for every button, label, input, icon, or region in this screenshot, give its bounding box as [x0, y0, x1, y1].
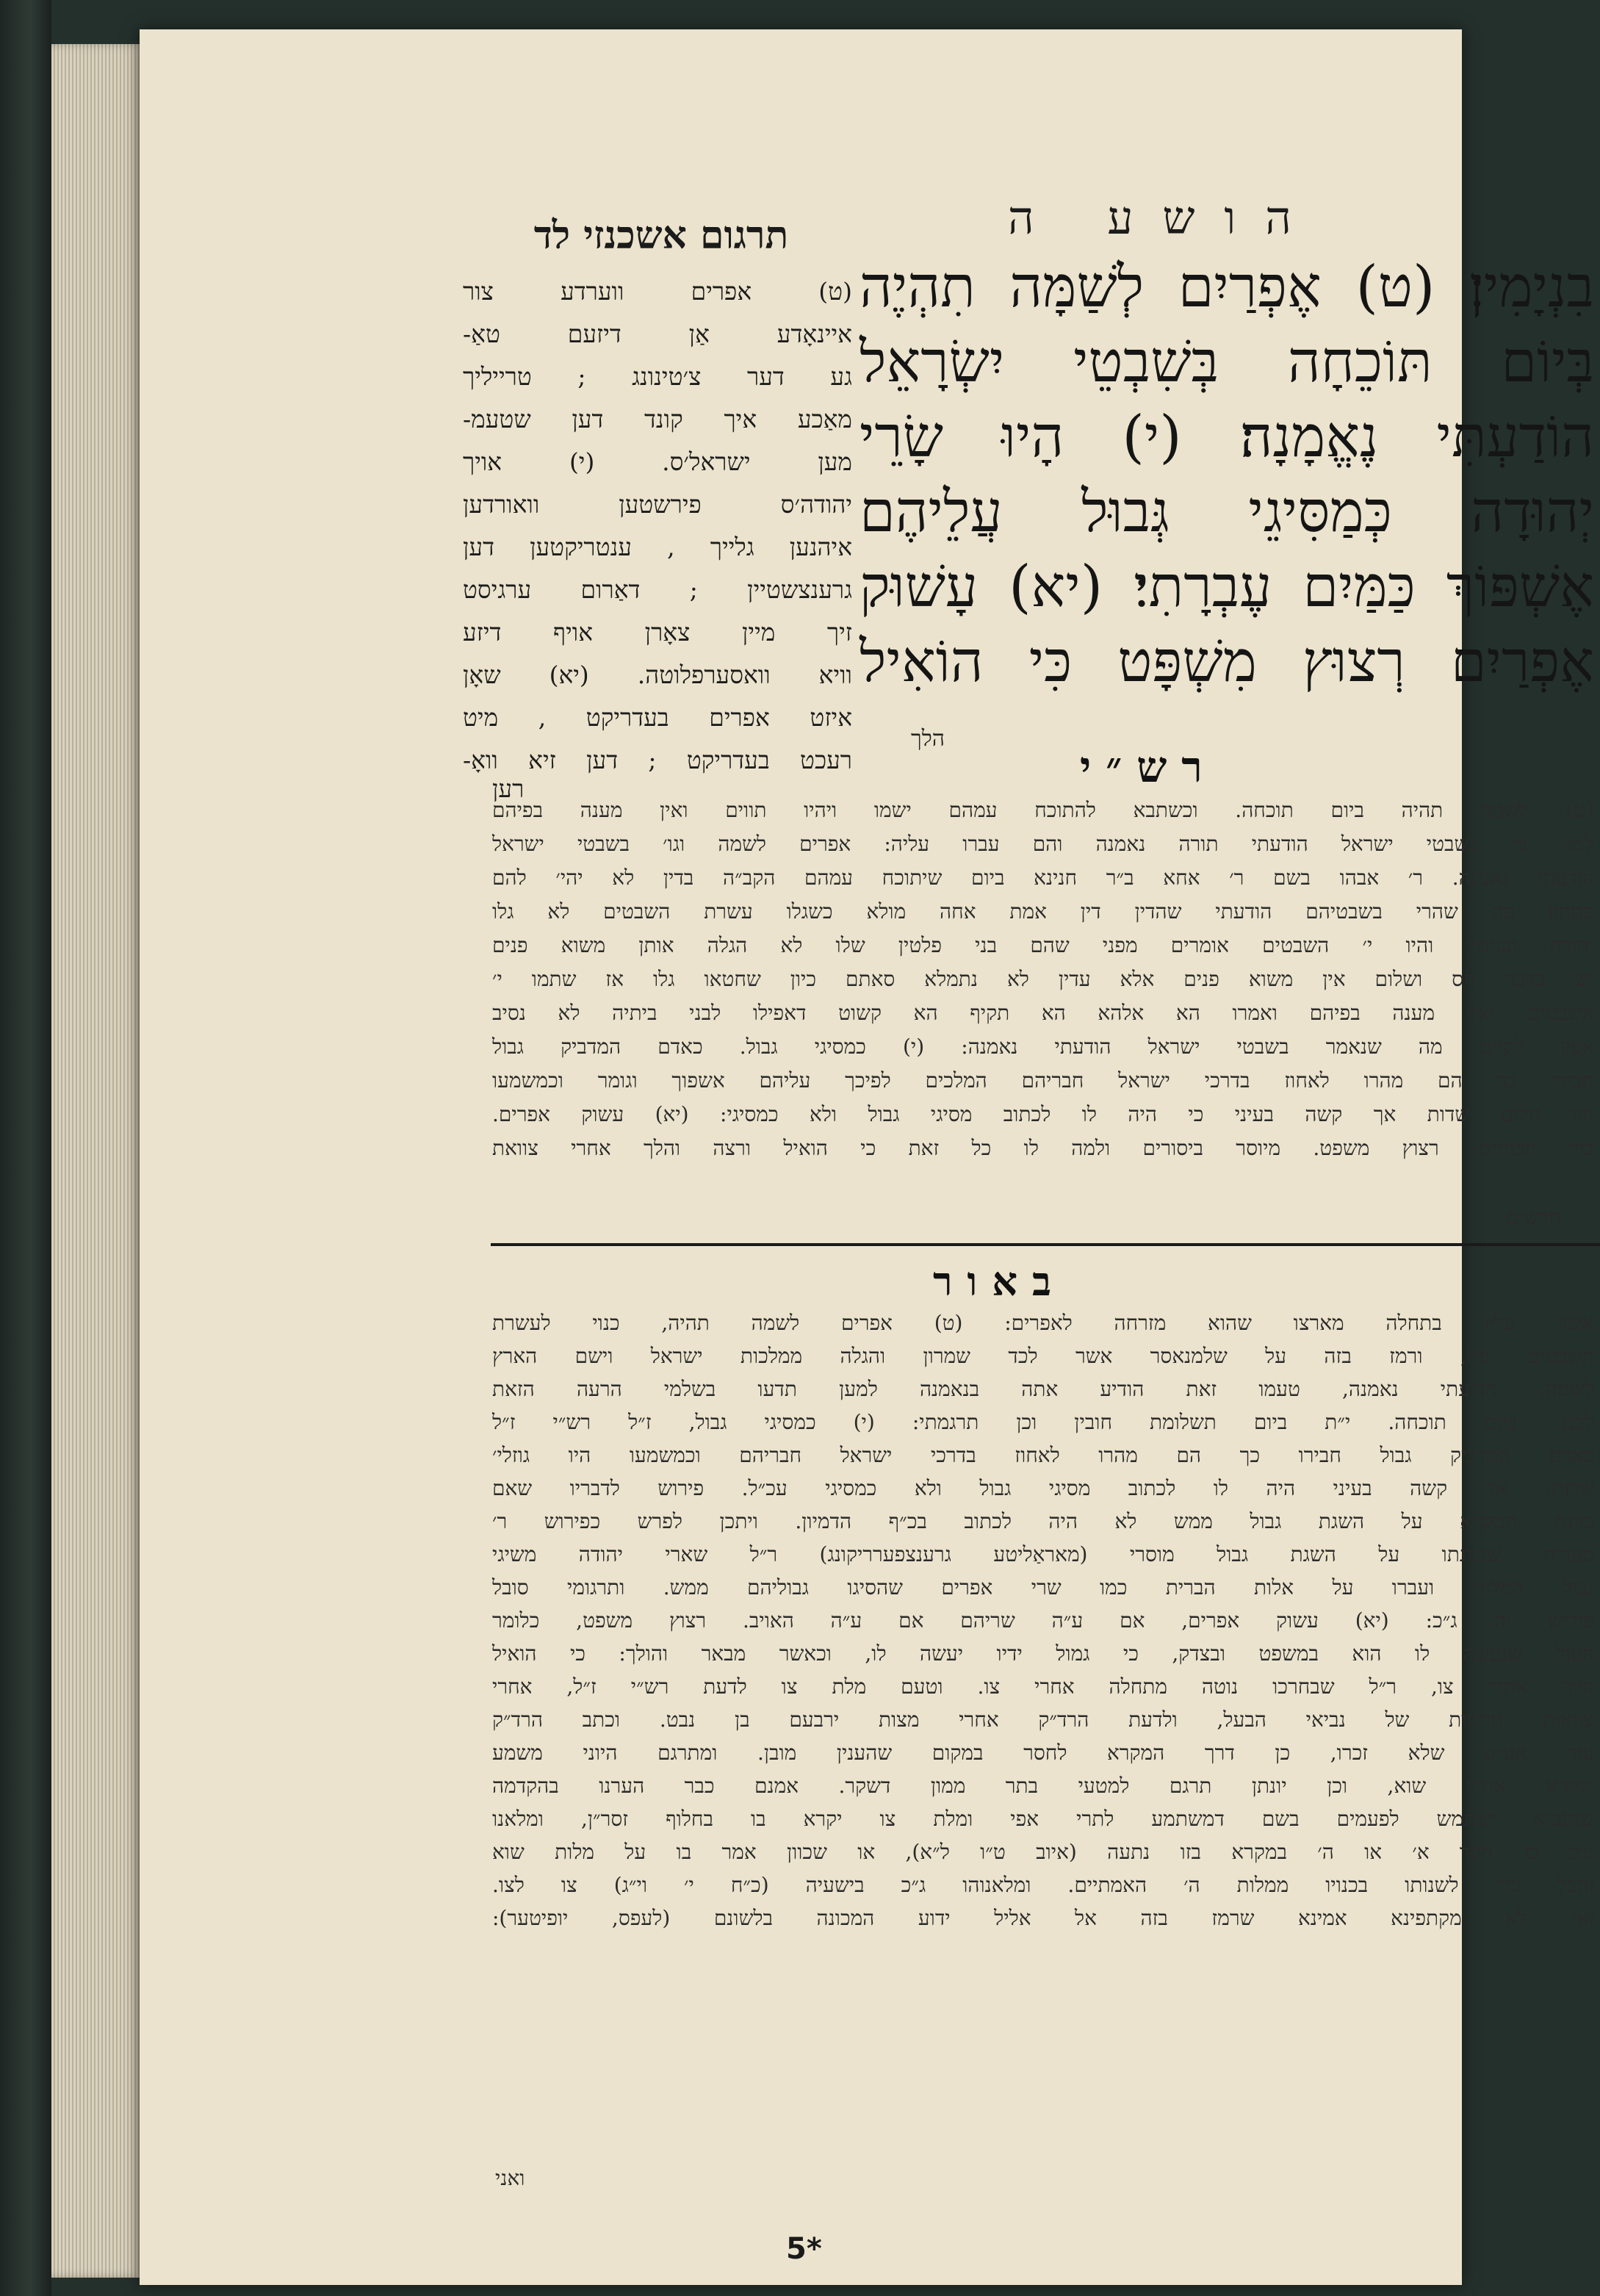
- rashi-line: הודעתי נאמנה. ר׳ אבהו בשם ר׳ אחא ב״ר חנינא ביום שיתוכח עמהם הקב״ה בדין לא יהי׳ להם: [492, 866, 1594, 890]
- rashi-heading: רש״י: [1080, 742, 1217, 792]
- page-edge: [51, 44, 143, 2278]
- verse-line: הוֹדַעְתִּי נֶאֱמָנָה׃ (י) הָיוּ שָׂרֵי: [860, 404, 1594, 470]
- page-number: 5*: [786, 2232, 822, 2266]
- biur-line: שקרא אחרי שוא, וכן יונתן תרגם למטעי בתר ממון דשקר. אמנם כבר הערנו בהקדמה: [492, 1774, 1594, 1798]
- targum-line: מען ישראל׳ס. (י) אויך: [463, 447, 852, 476]
- targum-line: איזט אפרים בעדריקט , מיט: [463, 703, 852, 732]
- targum-line: איהנען גלייך , ענטריקטען דען: [463, 533, 852, 561]
- rashi-line: פתחון פה שהרי בשבטיהם הודעתי שהדין דין אמת אחה מולא כשגלו עשרת השבטים לא גלו: [492, 899, 1594, 924]
- targum-line: מאַכע איך קונד דען שטעמ-: [463, 405, 852, 433]
- verse-line: יְהוּדָה כְּמַסִּיגֵי גְּבוּל עֲלֵיהֶם: [860, 479, 1594, 545]
- biur-line: כאדם המדביק גבול חבירו כך הם מהרו לאחוז בדרכי ישראל חבריהם וכמשמעו היו גוזלי׳: [492, 1443, 1594, 1467]
- rashi-line: חבירו כך הם מהרו לאחוז בדרכי ישראל חבריהם המלכים לפיכך עליהם אשפוך וגומר וכמשמעו: [492, 1068, 1594, 1093]
- targum-line: רעכט בעדריקט ; דען זיא וואָ-: [463, 746, 852, 774]
- targum-line: (ט) אפרים ווערדע צור: [463, 277, 852, 306]
- biur-line: עוד אע״פ שלא זכרו, כן דרך המקרא לחסר במקום שהענין מובן. ומתרגם היוני משמע: [492, 1741, 1594, 1765]
- biur-line: ג״כ בו חסר א׳ או ה׳ במקרא בזו נתעה (איוב ט״ו ל״א), או שכוון אמר בו על מלות שוא: [492, 1840, 1594, 1864]
- rashi-line: למה כי בשבטי ישראל הודעתי תורה נאמנה והם עברו עליה: אפרים לשמה וגו׳ בשבטי ישראל: [492, 832, 1594, 856]
- verse-line: בִנְיָמִין׃ (ט) אֶפְרַיִם לְשַׁמָּה תִהְיֶה: [860, 254, 1594, 320]
- biur-line: לשמה: הודעתי נאמנה, טעמו זאת הודיע אתה בנאמנה למען תדעו בשלמי הרעה הזאת: [492, 1377, 1594, 1401]
- biur-line: השבטים פה, ורמז בזה על שלמנאסר אשר לכד שמרון והגלה ממלכות ישראל וישם הארץ: [492, 1344, 1594, 1368]
- biur-line: סעדיה שכוונתו על השגת גבול מוסרי (מאראַליטע גרענצפערריקונג) ר״ל שארי יהודה משיגי: [492, 1542, 1594, 1566]
- biur-line: והבל כדי לשנותו בכנויו ממלות ה׳ האמתיים. ומלאנוהו ג״כ בישעיה (כ״ח י׳ וי״ג) צו לצו.: [492, 1873, 1594, 1897]
- rashi-line: יהודה ובנימין והיו י׳ השבטים אומרים מפני שהם בני פלטין שלו לא הגלה אותן משוא פנים: [492, 933, 1594, 957]
- rashi-line: (ט) לשמה תהיה ביום תוכחה. וכשתבא להתוכח עמהם ישמו ויהיו תווים ואין מענה בפיהם: [492, 798, 1594, 822]
- rashi-catchword: חדשים: [1506, 1205, 1561, 1229]
- verse-text: [860, 250, 1594, 699]
- biur-line: העול שנעשה לו הוא במשפט ובצדק, כי גמול ידיו יעשה לו, וכאשר מבאר והולך: כי הואיל: [492, 1641, 1594, 1666]
- biur-line: אשר עליו בתחלה מארצו שהוא מזרחה לאפרים: (ט) אפרים לשמה תהיה, כנוי לעשרת: [492, 1311, 1594, 1335]
- biur-line: ואי לא מקתפינא אמינא שרמז בזה אל אליל ידוע המכונה בלשונם (לעפס, יופיטער):: [492, 1906, 1594, 1930]
- rashi-line: ביד הכותים: רצוץ משפט. מיוסר ביסורים ולמה לו כל זאת כי הואיל ורצה והלך אחרי צוואת: [492, 1136, 1594, 1160]
- verse-catchword: הלך: [911, 726, 945, 752]
- biur-line: לכם: ביום תוכחה. י״ת ביום תשלומת חובין וכן תרגמתי: (י) כמסיגי גבול, ז״ל רש״י ז״ל: [492, 1410, 1594, 1434]
- verse-line: אֶפְרַיִם רְצוּץ מִשְׁפָּט כִּי הוֹאִיל: [860, 629, 1594, 695]
- biur-line: הלך אחרי צו, ר״ל שבחרכו נוטה מתחלה אחרי צו. וטעם מלת צו לדעת רש״י ז״ל, אחרי: [492, 1674, 1594, 1699]
- targum-line: גע דער צ׳טינונג ; טרייליך: [463, 362, 852, 391]
- rashi-commentary: [492, 793, 1594, 1165]
- biur-line: שדות, אך קשה בעיני היה לו לכתוב מסיגי גבול ולא כמסיגי עכ״ל. פירוש לדבריו שאם: [492, 1476, 1594, 1500]
- targum-catchword: רען: [492, 774, 525, 803]
- rashi-line: היו גולים שדות אך קשה בעיני כי היה לו לכתוב מסיגי גבול ולא כמסיגי: (יא) עשוק אפרים.: [492, 1102, 1594, 1126]
- book-title-heading: הושע ה: [1008, 191, 1321, 245]
- targum-line: זיך מיין צאָרן אויף דיזע: [463, 618, 852, 647]
- verse-line: אֶשְׁפּוֹךְ כַּמַּיִם עֶבְרָתִי׃ (יא) עָשׁוּק: [860, 554, 1594, 620]
- targum-line: איינאָדע אַן דיזעם טאַ-: [463, 320, 852, 348]
- targum-column: [463, 270, 852, 782]
- biur-line: צוואות חדשות של נביאי הבעל, ולדעת הרד״ק אחרי מצות ירבעם בן נבט. וכתב הרד״ק: [492, 1707, 1594, 1732]
- section-divider: [491, 1243, 1600, 1246]
- rashi-line: השבטים ואין מענה בפיהם ואמרו הא אלהא הא תקיף הא קשוט דאפילו לבני ביתיה לא נסיב: [492, 1001, 1594, 1025]
- book-page: [140, 29, 1594, 2285]
- biur-catchword: ואני: [495, 2166, 525, 2190]
- biur-heading: באור: [933, 1258, 1067, 1305]
- rashi-line: יש בדבר חס ושלום אין משוא פנים אלא עדין לא נתמלא סאתם כיון שחטאו גלו אז שתמו י׳: [492, 967, 1594, 991]
- targum-line: גרענצשטיין ; דאַרום ערגיסט: [463, 575, 852, 604]
- verse-line: בְּיוֹם תּוֹכֵחָה בְּשִׁבְטֵי יִשְׂרָאֵל: [860, 329, 1594, 395]
- targum-line: וויא וואסערפלוטה. (יא) שאָן: [463, 661, 852, 689]
- biur-line: פירוש זה ג״כ: (יא) עשוק אפרים, אם ע״ה שריהם אם ע״ה האויב. רצוץ משפט, כלומר: [492, 1608, 1594, 1633]
- biur-commentary: [492, 1306, 1594, 1935]
- targum-line: יהודה׳ס פירשטען וואורדען: [463, 490, 852, 519]
- book-binding: [0, 0, 51, 2296]
- biur-line: שהנביא ישתמש לפעמים בשם דמשתמע לתרי אפי ומלת צו יקרא בו בחלוף זסר״ן, ומלאנו: [492, 1807, 1594, 1831]
- biur-line: כוונת המקרא על השגת גבול ממש לא היה לכתוב בכ״ף הדמיון. ויתכן לפרש כפירוש ר׳: [492, 1509, 1594, 1533]
- biur-line: גבול המלות ועברו על אלות הברית כמו שרי אפרים שהסיגו גבוליהם ממש. ותרגומי סובל: [492, 1575, 1594, 1599]
- targum-title-heading: תרגום אשכנזי לד: [533, 213, 789, 258]
- rashi-line: אפין לקיים מה שנאמר בשבטי ישראל הודעתי נאמנה: (י) כמסיגי גבול. כאדם המדביק גבול: [492, 1034, 1594, 1059]
